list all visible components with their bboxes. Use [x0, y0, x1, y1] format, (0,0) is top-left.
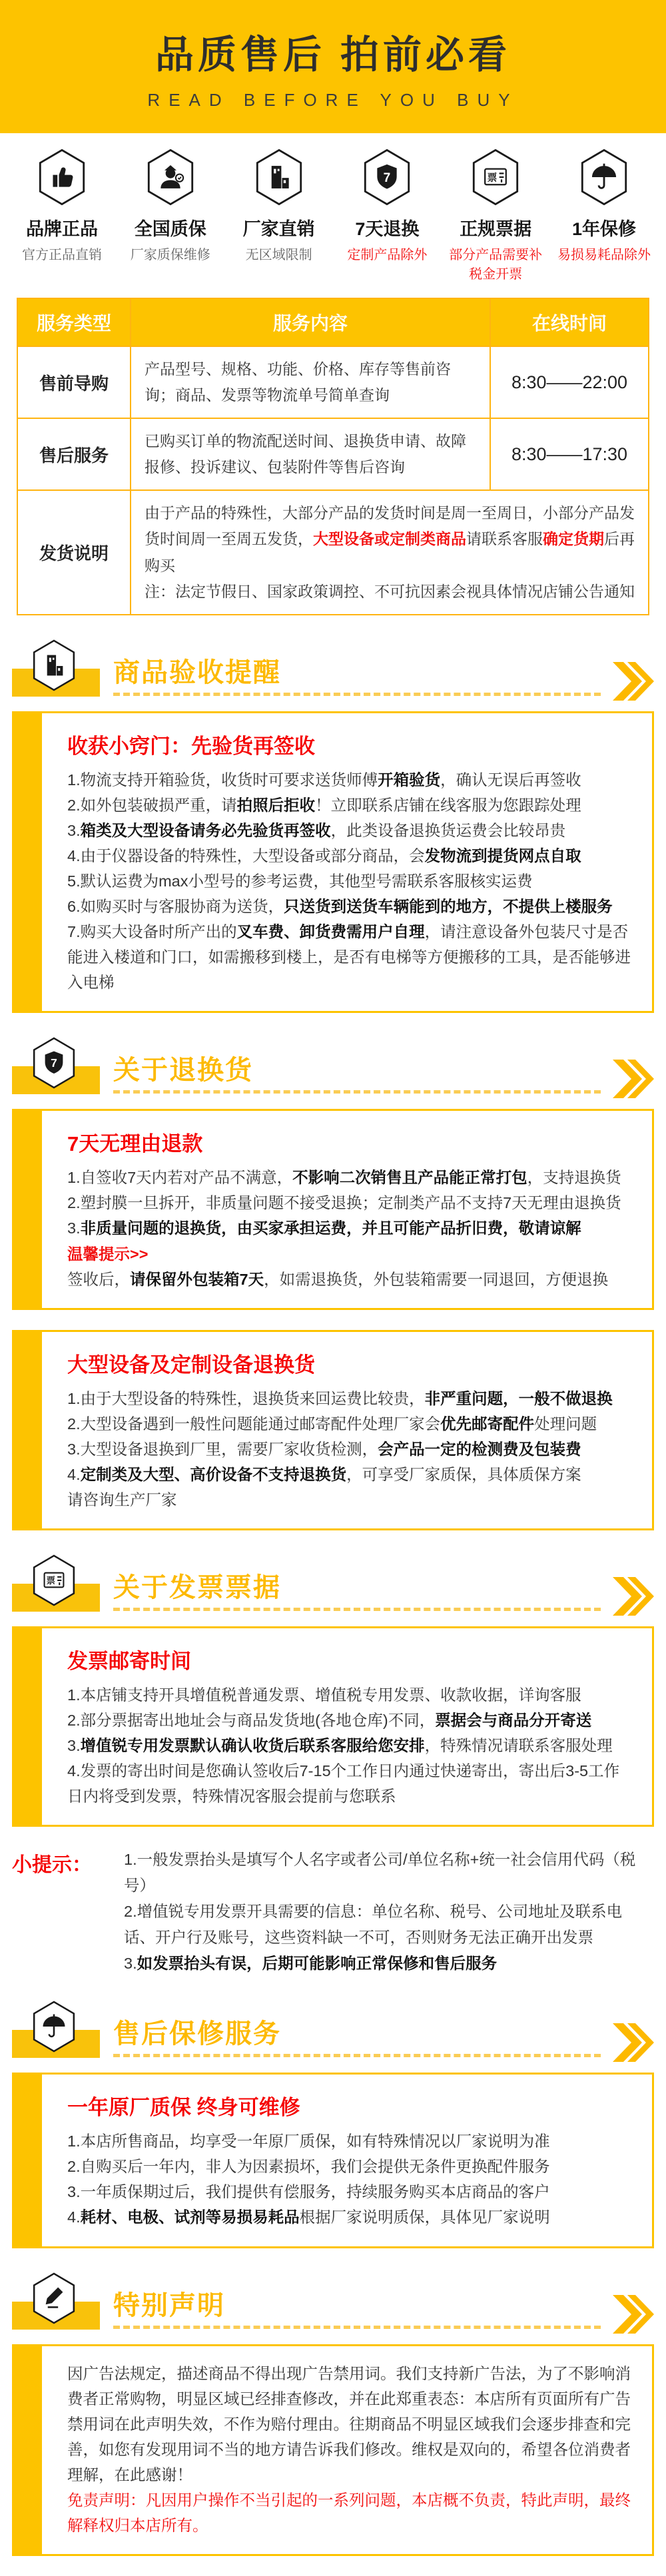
badge-note: 无区域限制 [245, 248, 312, 262]
text-line: 2.塑封膜一旦拆开，非质量问题不接受退换；定制类产品不支持7天无理由退换货 [67, 1194, 621, 1212]
content-panel [12, 1626, 654, 1827]
panel-accent-bar [14, 2075, 42, 2246]
tips-label: 小提示： [12, 1854, 92, 1877]
text-line: 1.由于大型设备的特殊性，退换货来回运费比较贵，非严重问题，一般不做退换 [67, 1389, 613, 1407]
service-content [131, 346, 490, 418]
badge-national-warranty [118, 148, 223, 284]
svg-text:票: 票 [487, 172, 498, 184]
text-line: 2.增值锐专用发票开具需要的信息：单位名称、税号、公司地址及联系电话、开户行及账号，这些资料缺一不可，否则财务无法正确开出发票 [124, 1903, 623, 1947]
text-line: 4.耗材、电极、试剂等易损易耗品根据厂家说明质保，具体见厂家说明 [67, 2208, 550, 2226]
badge-note: 官方正品直销 [22, 248, 102, 262]
text-line: 2.部分票据寄出地址会与商品发货地(各地仓库)不同，票据会与商品分开寄送 [67, 1712, 592, 1729]
col-header-online-time: 在线时间 [490, 298, 649, 346]
receipt-icon [31, 1552, 77, 1612]
thumbs-up-icon [36, 148, 88, 206]
badge-genuine [9, 148, 115, 284]
section-returns [0, 1034, 666, 1530]
service-table-wrap [17, 298, 649, 615]
text-line: 4.发票的寄出时间是您确认签收后7-15个工作日内通过快递寄出，寄出后3-5工作日内将受到发票，特殊情况客服会提前与您联系 [67, 1762, 620, 1805]
guarantee-badges [0, 133, 666, 288]
content-panel [12, 2344, 654, 2556]
section-header [12, 2270, 654, 2335]
col-header-service-type: 服务类型 [17, 298, 131, 346]
dashed-divider [113, 1090, 601, 1094]
content-panel [12, 711, 654, 1014]
pencil-icon [31, 2270, 77, 2330]
service-table [17, 298, 649, 615]
badge-title: 品牌正品 [26, 219, 98, 239]
panel-lines [67, 2128, 632, 2230]
badge-title: 厂家直销 [242, 219, 315, 239]
text-line: 2.大型设备遇到一般性问题能通过邮寄配件处理厂家会优先邮寄配件处理问题 [67, 1415, 597, 1433]
online-time: 8:30——17:30 [490, 418, 649, 490]
badge-note: 部分产品需要补税金开票 [449, 248, 543, 282]
badge-title: 7天退换 [355, 219, 420, 239]
panel-body [42, 1332, 652, 1528]
text-line: 1.自签收7天内若对产品不满意，不影响二次销售且产品能正常打包，支持退换货 [67, 1169, 621, 1187]
badge-title: 1年保修 [571, 219, 636, 239]
agent-icon [145, 148, 196, 206]
shield-7-icon [361, 148, 413, 206]
panel-body [42, 2346, 652, 2554]
badge-7day-return [334, 148, 440, 284]
panel-title: 收获小窍门：先验货再签收 [67, 734, 315, 758]
text-line: 3.大型设备退换到厂里，需要厂家收货检测，会产品一定的检测费及包装费 [67, 1440, 581, 1458]
section-title: 商品验收提醒 [113, 657, 281, 687]
panel-lines [67, 2361, 632, 2538]
text-line: 签收后，请保留外包装箱7天，如需退换货，外包装箱需要一同退回，方便退换 [67, 1270, 609, 1288]
page-subtitle: READ BEFORE YOU BUY [147, 89, 519, 110]
content-panel [12, 1330, 654, 1530]
section-title: 关于发票票据 [113, 1572, 281, 1602]
panel-body [42, 1628, 652, 1825]
dashed-divider [113, 1608, 601, 1611]
text-line: 1.物流支持开箱验货，收货时可要求送货师傅开箱验货，确认无误后再签收 [67, 771, 581, 789]
panel-title: 发票邮寄时间 [67, 1649, 191, 1673]
panel-accent-bar [14, 713, 42, 1012]
section-invoice [0, 1552, 666, 1977]
section-statement [0, 2270, 666, 2556]
text-line: 4.由于仪器设备的特殊性，大型设备或部分商品，会发物流到提货网点自取 [67, 846, 581, 864]
text-line: 4.定制类及大型、高价设备不支持退换货，可享受厂家质保，具体质保方案 [67, 1465, 581, 1483]
panel-accent-bar [14, 1628, 42, 1825]
text-line: 免责声明：凡因用户操作不当引起的一系列问题，本店概不负责，特此声明，最终解释权归本店所有。 [67, 2491, 631, 2534]
badge-note: 易损易耗品除外 [557, 248, 651, 262]
text-line: 产品型号、规格、功能、价格、库存等售前咨询；商品、发票等物流单号简单查询 [145, 360, 451, 404]
panel-body [42, 1111, 652, 1307]
section-title: 特别声明 [113, 2290, 225, 2320]
double-chevron-icon [613, 2023, 654, 2065]
text-line: 因广告法规定，描述商品不得出现广告禁用词。我们支持新广告法，为了不影响消费者正常购物，明显区域已经排查修改，并在此郑重表态：本店所有页面所有广告禁用词在此声明失效，不作为赔付理由。往期商品不明显区域我们会逐步排查和完善，如您有发现用词不当的地方请告诉我们修改。维权是双向的，希望各位消费者理解，在此感谢！ [67, 2364, 631, 2483]
double-chevron-icon [613, 662, 654, 704]
text-line: 2.如外包装破损严重，请拍照后拒收！立即联系店铺在线客服为您跟踪处理 [67, 796, 581, 814]
panel-title: 大型设备及定制设备退换货 [67, 1353, 315, 1377]
factory-icon [253, 148, 305, 206]
text-line: 3.如发票抬头有误，后期可能影响正常保修和售后服务 [124, 1955, 498, 1973]
section-header [12, 1034, 654, 1100]
text-line: 由于产品的特殊性，大部分产品的发货时间是周一至周日，小部分产品发货时间周一至周五发货，大型设备或定制类商品请联系客服确定货期后再购买 [145, 504, 635, 574]
panel-lines [67, 1165, 632, 1291]
text-line: 6.如购买时与客服协商为送货，只送货到送货车辆能到的地方，不提供上楼服务 [67, 898, 613, 916]
panel-lines [67, 1682, 632, 1809]
svg-text:7: 7 [384, 170, 391, 185]
table-row [17, 418, 649, 490]
badge-official-invoice [443, 148, 548, 284]
badge-note: 定制产品除外 [347, 248, 428, 262]
panel-accent-bar [14, 1332, 42, 1528]
svg-text:票: 票 [46, 1576, 56, 1586]
section-inspection [0, 637, 666, 1014]
section-title: 关于退换货 [113, 1056, 253, 1086]
badge-1year-warranty [551, 148, 657, 284]
text-line: 温馨提示>> [67, 1245, 149, 1263]
text-line: 7.购买大设备时所产出的叉车费、卸货费需用户自理，请注意设备外包装尺寸是否能进入楼道和门口，如需搬移到楼上，是否有电梯等方便搬移的工具，是否能够进入电梯 [67, 923, 631, 992]
badge-title: 正规票据 [460, 219, 532, 239]
double-chevron-icon [613, 1577, 654, 1619]
badge-note: 厂家质保维修 [130, 248, 210, 262]
text-line: 3.箱类及大型设备请务必先验货再签收，此类设备退换货运费会比较昂贵 [67, 821, 566, 839]
badge-factory-direct [226, 148, 332, 284]
panel-body [42, 713, 652, 1012]
dashed-divider [113, 2326, 601, 2329]
text-line: 注：法定节假日、国家政策调控、不可抗因素会视具体情况店铺公告通知 [145, 582, 635, 600]
svg-text:7: 7 [51, 1056, 57, 1070]
content-panel [12, 2073, 654, 2248]
double-chevron-icon [613, 2295, 654, 2337]
text-line: 1.一般发票抬头是填写个人名字或者公司/单位名称+统一社会信用代码（税号） [124, 1851, 636, 1895]
service-type: 售前导购 [17, 346, 131, 418]
text-line: 3.非质量问题的退换货，由买家承担运费，并且可能产品折旧费，敬请谅解 [67, 1219, 581, 1237]
content-panel [12, 1109, 654, 1309]
section-header [12, 1552, 654, 1617]
building-icon [31, 637, 77, 697]
receipt-icon [470, 148, 521, 206]
service-type: 发货说明 [17, 490, 131, 614]
service-content [131, 418, 490, 490]
tips-block [12, 1847, 654, 1977]
text-line: 已购买订单的物流配送时间、退换货申请、故障报修、投诉建议、包装附件等售后咨询 [145, 432, 466, 476]
tips-lines [124, 1847, 654, 1977]
text-line: 2.自购买后一年内，非人为因素损坏，我们会提供无条件更换配件服务 [67, 2158, 550, 2176]
panel-accent-bar [14, 1111, 42, 1307]
panel-body [42, 2075, 652, 2246]
text-line: 1.本店铺支持开具增值税普通发票、增值税专用发票、收款收据，详询客服 [67, 1686, 581, 1704]
text-line: 3.一年质保期过后，我们提供有偿服务，持续服务购买本店商品的客户 [67, 2183, 550, 2201]
online-time: 8:30——22:00 [490, 346, 649, 418]
dashed-divider [113, 693, 601, 696]
panel-lines [67, 767, 632, 996]
badge-title: 全国质保 [134, 219, 206, 239]
shield-7-icon [31, 1034, 77, 1095]
section-warranty [0, 1998, 666, 2248]
section-title: 售后保修服务 [113, 2019, 281, 2049]
dashed-divider [113, 2054, 601, 2057]
panel-lines [67, 1386, 632, 1512]
panel-title: 7天无理由退款 [67, 1132, 203, 1156]
col-header-service-content: 服务内容 [131, 298, 490, 346]
text-line: 5.默认运费为max小型号的参考运费，其他型号需联系客服核实运费 [67, 872, 533, 890]
service-type: 售后服务 [17, 418, 131, 490]
section-header [12, 1998, 654, 2063]
umbrella-icon [31, 1998, 77, 2059]
text-line: 3.增值锐专用发票默认确认收货后联系客服给您安排，特殊情况请联系客服处理 [67, 1737, 613, 1755]
double-chevron-icon [613, 1060, 654, 1102]
service-content [131, 490, 649, 614]
page-title: 品质售后 拍前必看 [155, 33, 511, 77]
umbrella-icon [578, 148, 630, 206]
text-line: 1.本店所售商品，均享受一年原厂质保，如有特殊情况以厂家说明为准 [67, 2132, 550, 2150]
table-row [17, 490, 649, 614]
text-line: 请咨询生产厂家 [67, 1490, 177, 1508]
header-banner [0, 0, 666, 133]
panel-title: 一年原厂质保 终身可维修 [67, 2096, 300, 2120]
panel-accent-bar [14, 2346, 42, 2554]
section-header [12, 637, 654, 702]
table-row [17, 346, 649, 418]
